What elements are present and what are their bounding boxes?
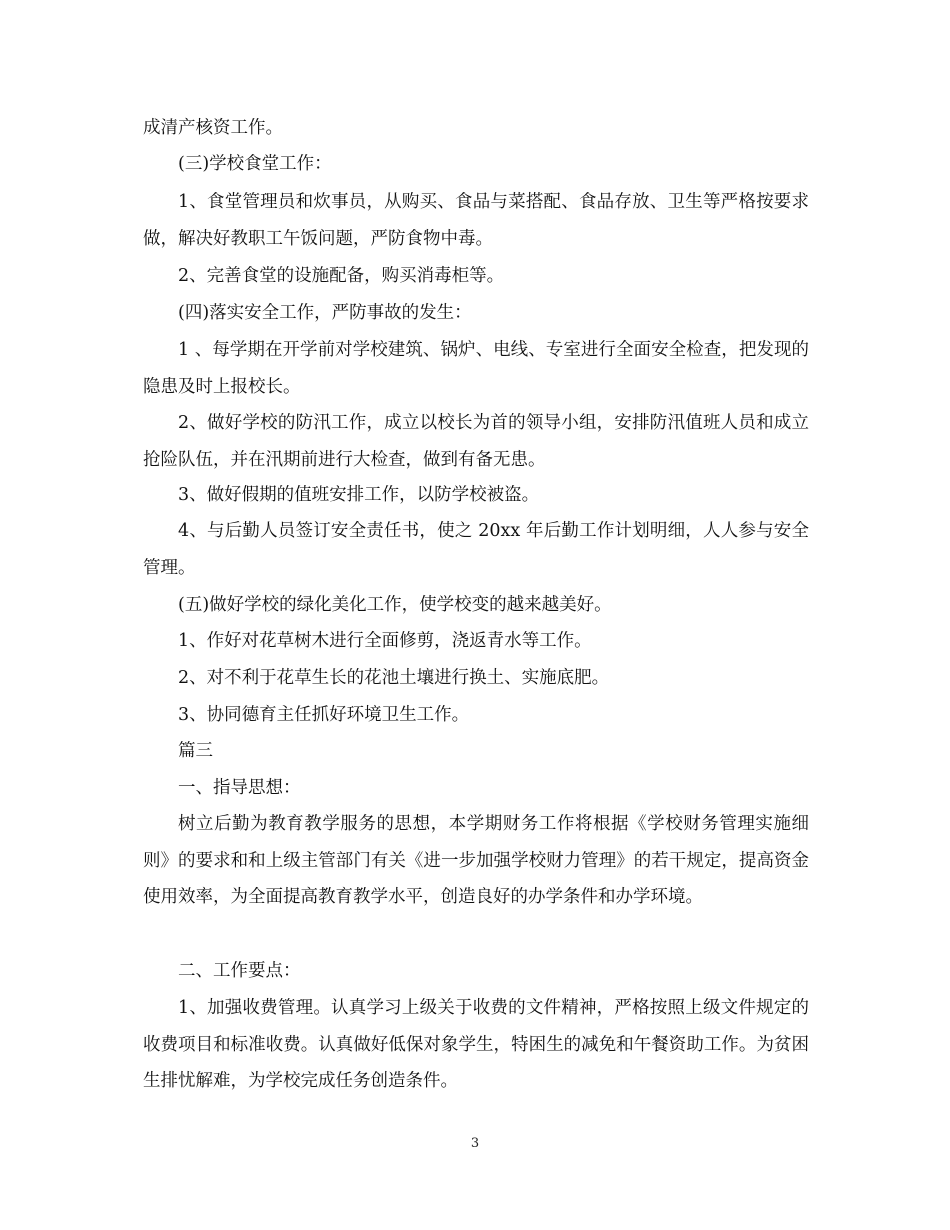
paragraph-canteen-2: 2、完善食堂的设施配备，购买消毒柜等。 xyxy=(178,266,505,286)
paragraph-continuation: 成清产核资工作。 xyxy=(143,118,283,138)
section-heading-guiding: 一、指导思想： xyxy=(178,778,301,798)
section-heading-key-points: 二、工作要点： xyxy=(178,961,301,981)
paragraph-greening-1: 1、作好对花草树木进行全面修剪，浇返青水等工作。 xyxy=(178,631,592,651)
paragraph-greening-3: 3、协同德育主任抓好环境卫生工作。 xyxy=(178,705,470,725)
paragraph-safety-2: 2、做好学校的防汛工作，成立以校长为首的领导小组，安排防汛值班人员和成立抢险队伍，并在汛期前进行大检查，做到有备无患。 xyxy=(143,413,809,470)
paragraph-guiding: 树立后勤为教育教学服务的思想，本学期财务工作将根据《学校财务管理实施细则》的要求和和上级主管部门有关《进一步加强学校财力管理》的若干规定，提高资金使用效率，为全面提高教育教学水平，创造良好的办学条件和办学环境。 xyxy=(143,814,809,907)
paragraph-safety-1: 1 、每学期在开学前对学校建筑、锅炉、电线、专室进行全面安全检查，把发现的隐患及时上报校长。 xyxy=(143,340,809,397)
chapter-heading: 篇三 xyxy=(178,741,213,761)
section-heading-safety: (四)落实安全工作，严防事故的发生： xyxy=(178,303,472,323)
paragraph-key-points-1: 1、加强收费管理。认真学习上级关于收费的文件精神，严格按照上级文件规定的收费项目和标准收费。认真做好低保对象学生，特困生的减免和午餐资助工作。为贫困生排忧解难，为学校完成任务创造条件。 xyxy=(143,998,809,1091)
paragraph-safety-4: 4、与后勤人员签订安全责任书，使之 20xx 年后勤工作计划明细，人人参与安全管理。 xyxy=(143,521,809,578)
paragraph-safety-3: 3、做好假期的值班安排工作，以防学校被盗。 xyxy=(178,485,540,505)
section-heading-canteen: (三)学校食堂工作： xyxy=(178,154,332,174)
paragraph-canteen-1: 1、食堂管理员和炊事员，从购买、食品与菜搭配、食品存放、卫生等严格按要求做，解决好教职工午饭问题，严防食物中毒。 xyxy=(143,192,809,249)
page-number: 3 xyxy=(470,1136,480,1151)
paragraph-greening-2: 2、对不利于花草生长的花池土壤进行换土、实施底肥。 xyxy=(178,668,610,688)
section-heading-greening: (五)做好学校的绿化美化工作，使学校变的越来越美好。 xyxy=(178,595,612,615)
